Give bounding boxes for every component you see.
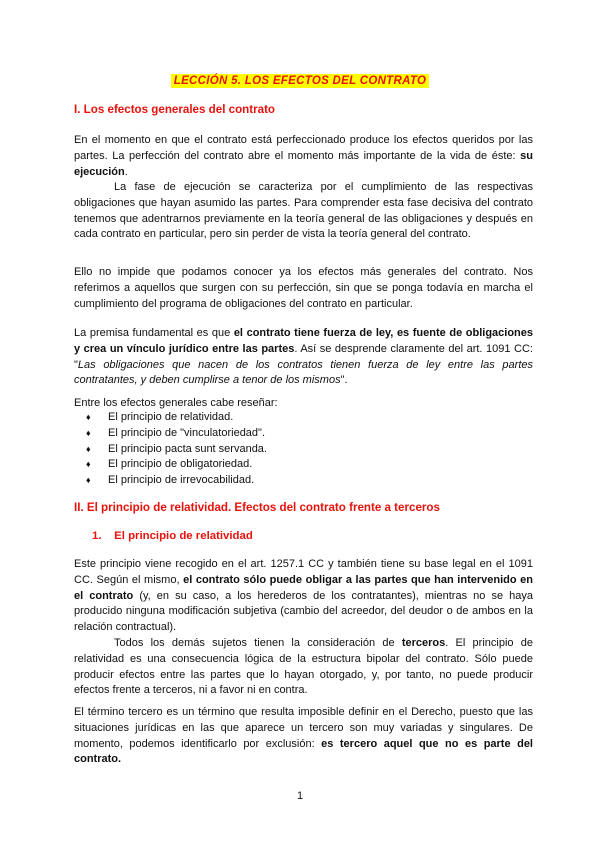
list-item: ♦ El principio de relatividad. [84, 410, 267, 426]
effects-list [84, 410, 267, 489]
paragraph-3: Ello no impide que podamos conocer ya los efectos más generales del contrato. Nos referimos a aquellos que surgen con su perfección, sin que se ponga todavía en marcha el cumplimiento del programa de obligaciones del contrato en particular. [74, 266, 533, 310]
list-item: ♦ El principio de irrevocabilidad. [84, 473, 267, 489]
list-intro: Entre los efectos generales cabe reseñar: [74, 397, 278, 409]
list-item: ♦ El principio de obligatoriedad. [84, 457, 267, 473]
page-number: 1 [296, 790, 304, 802]
paragraph-7: El término tercero es un término que resulta imposible definir en el Derecho, puesto que las situaciones jurídicas en las que aparece un tercero son muy variadas y singulares. De momento, podemos identificarlo por exclusión: es tercero aquel que no es parte del contrato. [74, 706, 533, 766]
paragraph-4: La premisa fundamental es que el contrato tiene fuerza de ley, es fuente de obligaciones y crea un vínculo jurídico entre las partes. Así se desprende claramente del art. 1091 CC: "Las obligaciones que nacen de los contratos tienen fuerza de ley entre las partes contratantes, y deben cumplirse a tenor de los mismos". [74, 327, 534, 387]
paragraph-1: En el momento en que el contrato está perfeccionado produce los efectos queridos por las partes. La perfección del contrato abre el momento más importante de la vida de éste: su ejecución. [74, 134, 533, 178]
list-item: ♦ El principio pacta sunt servanda. [84, 442, 267, 458]
paragraph-5: Este principio viene recogido en el art. 1257.1 CC y también tiene su base legal en el 1091 CC. Según el mismo, el contrato sólo puede obligar a las partes que han intervenido en el contrato (y, en su caso, a los herederos de los contratantes), mientras no se haya producido ninguna modificación subjetiva (cambio del acreedor, del deudor o de ambos en la relación contractual). [74, 558, 533, 634]
subsection-1-heading: 1. El principio de relatividad [92, 530, 253, 542]
paragraph-6: Todos los demás sujetos tienen la consideración de terceros. El principio de relatividad es una consecuencia lógica de la estructura bipolar del contrato. Sólo puede producir efectos entre las partes que lo hayan otorgado, y, por tanto, no puede producir efectos frente a terceros, ni a favor ni en contra. [74, 637, 533, 697]
section-1-heading: I. Los efectos generales del contrato [74, 103, 276, 116]
list-item: ♦ El principio de "vinculatoriedad". [84, 426, 267, 442]
lesson-title: LECCIÓN 5. LOS EFECTOS DEL CONTRATO [171, 74, 429, 88]
paragraph-2: La fase de ejecución se caracteriza por el cumplimiento de las respectivas obligaciones que hayan asumido las partes. Para comprender esta fase decisiva del contrato tenemos que adentrarnos previamente en la teoría general de las obligaciones y después en cada contrato en particular, pero sin perder de vista la teoría general del contrato. [74, 181, 533, 241]
section-2-heading: II. El principio de relatividad. Efectos del contrato frente a terceros [74, 501, 440, 514]
